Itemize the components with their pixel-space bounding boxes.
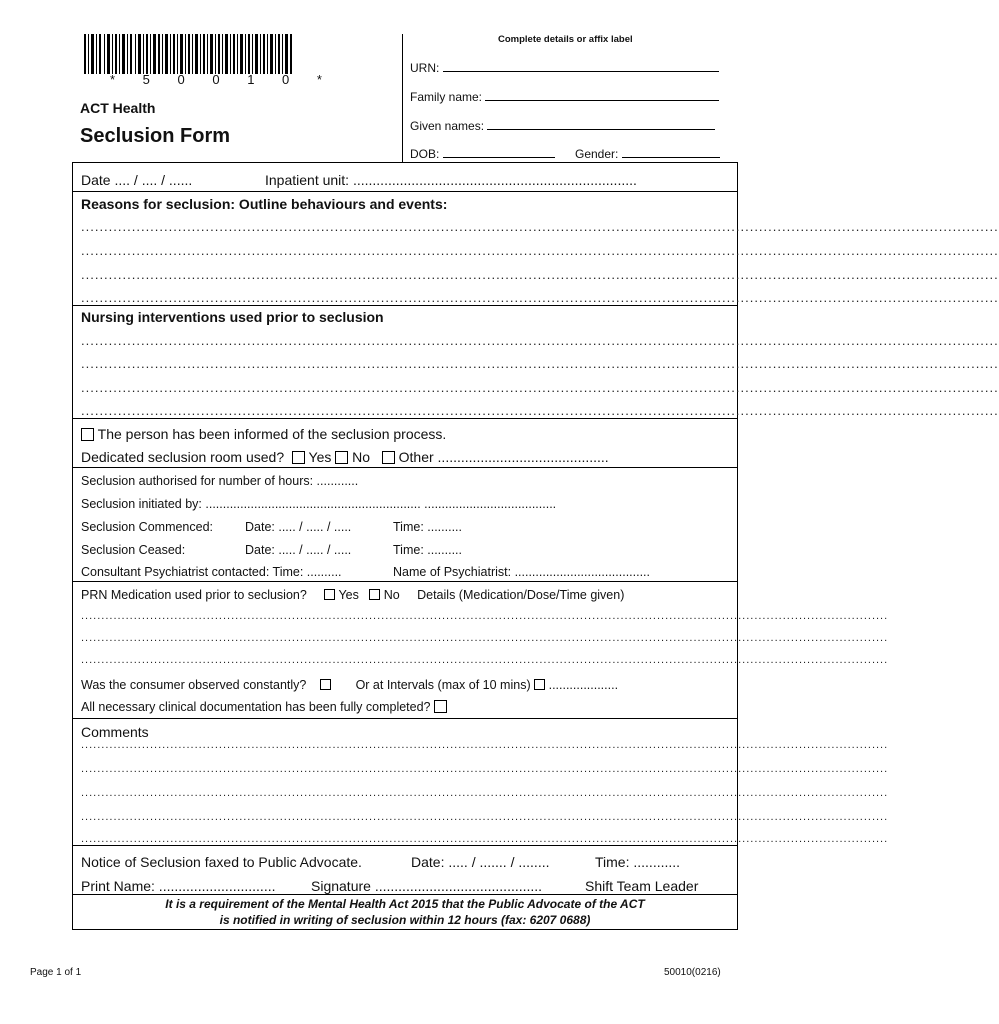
intervals-checkbox[interactable]: [534, 679, 545, 690]
label-heading: Complete details or affix label: [498, 34, 633, 45]
prn-label: PRN Medication used prior to seclusion?: [81, 588, 307, 602]
informed-label: The person has been informed of the seclusion process.: [97, 426, 447, 442]
comments-line-3[interactable]: .......................................................................................................................................................................................................: [81, 787, 889, 799]
divider: [73, 581, 737, 582]
documentation-row: [81, 700, 447, 714]
faxed-date-field[interactable]: Date: ..... / ....... / ........: [411, 854, 550, 870]
observed-row: [81, 678, 618, 692]
page-number: Page 1 of 1: [30, 967, 82, 978]
print-name-field[interactable]: Print Name: ..............................: [81, 878, 276, 894]
nursing-line-3[interactable]: .......................................................................................................................................................................................................: [81, 380, 999, 395]
divider: [73, 894, 737, 895]
gender-label: Gender:: [575, 147, 619, 161]
urn-field[interactable]: [410, 60, 719, 75]
comments-line-5[interactable]: .......................................................................................................................................................................................................: [81, 833, 889, 845]
room-other-checkbox[interactable]: [382, 451, 395, 464]
intervals-field[interactable]: ....................: [548, 678, 619, 692]
dob-field[interactable]: [410, 146, 555, 161]
urn-label: URN:: [410, 61, 440, 75]
comments-heading: Comments: [81, 724, 149, 740]
form-code: 50010(0216): [664, 967, 721, 978]
prn-line-2[interactable]: .......................................................................................................................................................................................................: [81, 632, 889, 644]
observed-label: Was the consumer observed constantly?: [81, 678, 307, 692]
given-names-line: [487, 118, 715, 130]
documentation-checkbox[interactable]: [434, 700, 447, 713]
dob-label: DOB:: [410, 147, 440, 161]
psychiatrist-name-field[interactable]: Name of Psychiatrist: .......................................: [393, 565, 651, 579]
nursing-line-2[interactable]: .......................................................................................................................................................................................................: [81, 356, 999, 371]
observed-checkbox[interactable]: [320, 679, 331, 690]
divider: [73, 418, 737, 419]
nursing-heading: Nursing interventions used prior to seclusion: [81, 309, 384, 325]
inpatient-unit-field[interactable]: Inpatient unit: .........................................................................: [265, 172, 637, 188]
reasons-line-4[interactable]: .......................................................................................................................................................................................................: [81, 290, 999, 305]
prn-no-checkbox[interactable]: [369, 589, 380, 600]
prn-yes-label: Yes: [338, 588, 359, 602]
consultant-time-field[interactable]: Consultant Psychiatrist contacted: Time: ..........: [81, 565, 342, 579]
divider: [73, 191, 737, 192]
barcode: [84, 34, 292, 74]
comments-line-2[interactable]: .......................................................................................................................................................................................................: [81, 763, 889, 775]
ceased-date-field[interactable]: Date: ..... / ..... / .....: [245, 543, 352, 557]
notice-line-1: It is a requirement of the Mental Health Act 2015 that the Public Advocate of the ACT: [165, 897, 645, 911]
documentation-label: All necessary clinical documentation has been fully completed?: [81, 700, 431, 714]
notice-line-2: is notified in writing of seclusion within 12 hours (fax: 6207 0688): [219, 913, 591, 927]
faxed-time-field[interactable]: Time: ............: [595, 854, 681, 870]
barcode-number: * 5 0 0 1 0 *: [110, 72, 334, 87]
form-title: Seclusion Form: [80, 125, 231, 147]
label-divider: [402, 34, 403, 162]
room-other-field[interactable]: Other ............................................: [398, 449, 609, 465]
family-name-line: [485, 89, 719, 101]
reasons-line-2[interactable]: .......................................................................................................................................................................................................: [81, 243, 999, 258]
commenced-date-field[interactable]: Date: ..... / ..... / .....: [245, 520, 352, 534]
prn-yes-checkbox[interactable]: [324, 589, 335, 600]
informed-checkbox[interactable]: [81, 428, 94, 441]
comments-line-1[interactable]: .......................................................................................................................................................................................................: [81, 739, 889, 751]
room-no-checkbox[interactable]: [335, 451, 348, 464]
dob-line: [443, 146, 555, 158]
form-body: [72, 162, 999, 930]
prn-line-3[interactable]: .......................................................................................................................................................................................................: [81, 654, 889, 666]
gender-field[interactable]: [575, 146, 720, 161]
prn-details-label: Details (Medication/Dose/Time given): [417, 588, 625, 602]
initiated-by-field[interactable]: Seclusion initiated by: .............................................................. ......................................: [81, 497, 557, 511]
ceased-label: Seclusion Ceased:: [81, 543, 186, 557]
given-names-label: Given names:: [410, 119, 485, 133]
comments-line-4[interactable]: .......................................................................................................................................................................................................: [81, 811, 889, 823]
reasons-line-1[interactable]: .......................................................................................................................................................................................................: [81, 219, 999, 234]
reasons-line-3[interactable]: .......................................................................................................................................................................................................: [81, 267, 999, 282]
commenced-time-field[interactable]: Time: ..........: [393, 520, 462, 534]
gender-line: [622, 146, 720, 158]
given-names-field[interactable]: [410, 118, 715, 133]
divider: [73, 305, 737, 306]
reasons-heading: Reasons for seclusion: Outline behaviours and events:: [81, 196, 448, 212]
intervals-label: Or at Intervals (max of 10 mins): [355, 678, 531, 692]
room-yes-checkbox[interactable]: [292, 451, 305, 464]
family-name-label: Family name:: [410, 90, 483, 104]
room-used-row: [81, 449, 609, 465]
prn-row: [81, 588, 624, 602]
signature-field[interactable]: Signature ...........................................: [311, 878, 543, 894]
nursing-line-1[interactable]: .......................................................................................................................................................................................................: [81, 333, 999, 348]
prn-no-label: No: [383, 588, 400, 602]
family-name-field[interactable]: [410, 89, 719, 104]
room-used-label: Dedicated seclusion room used?: [81, 449, 285, 465]
room-no-label: No: [352, 449, 371, 465]
informed-row: [81, 426, 446, 442]
date-field[interactable]: Date .... / .... / ......: [81, 172, 193, 188]
divider: [73, 718, 737, 719]
divider: [73, 467, 737, 468]
ceased-time-field[interactable]: Time: ..........: [393, 543, 462, 557]
faxed-label: Notice of Seclusion faxed to Public Advocate.: [81, 854, 362, 870]
org-name: ACT Health: [80, 100, 156, 116]
nursing-line-4[interactable]: .......................................................................................................................................................................................................: [81, 403, 999, 418]
urn-line: [443, 60, 719, 72]
shift-leader-label: Shift Team Leader: [585, 878, 699, 894]
commenced-label: Seclusion Commenced:: [81, 520, 214, 534]
prn-line-1[interactable]: .......................................................................................................................................................................................................: [81, 610, 889, 622]
room-yes-label: Yes: [308, 449, 332, 465]
hours-field[interactable]: Seclusion authorised for number of hours: ............: [81, 474, 359, 488]
divider: [73, 845, 737, 846]
